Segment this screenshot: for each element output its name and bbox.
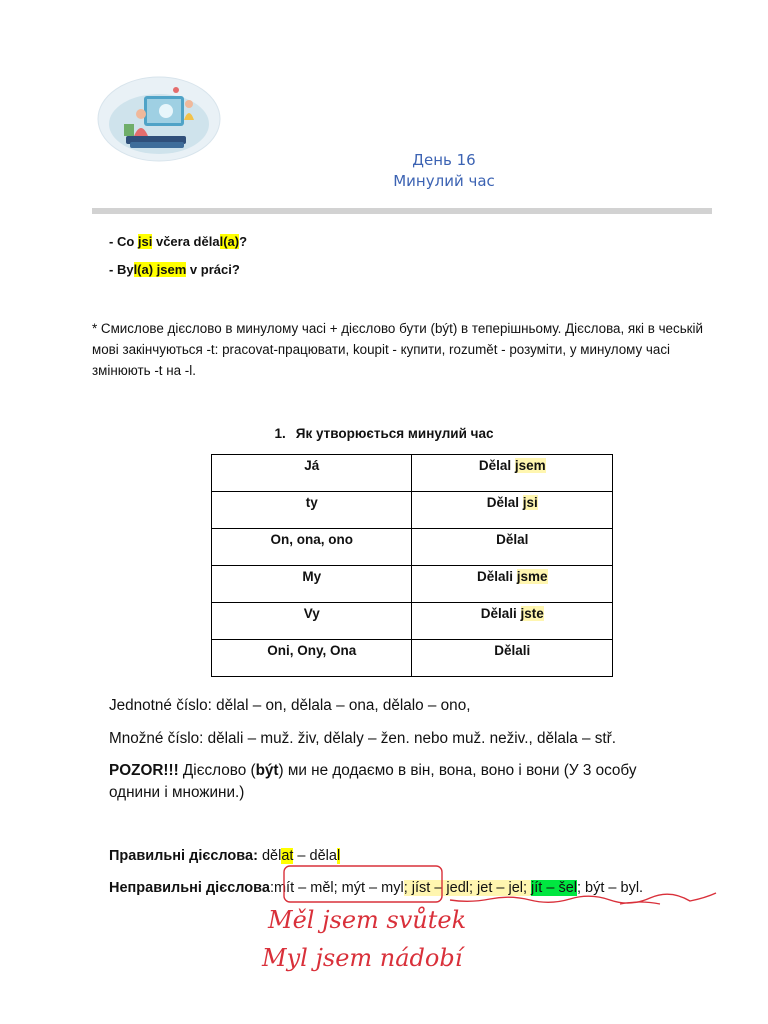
auxiliary-verb: jste bbox=[520, 606, 544, 621]
pronoun-cell: On, ona, ono bbox=[212, 529, 412, 566]
highlight: l(a) jsem bbox=[133, 262, 187, 277]
table-row bbox=[212, 492, 613, 529]
handwritten-note-1: Měl jsem svůtek bbox=[268, 906, 467, 934]
pronoun-cell: My bbox=[212, 566, 412, 603]
table-row bbox=[212, 455, 613, 492]
highlight: l bbox=[336, 848, 341, 864]
auxiliary-verb: jsem bbox=[514, 458, 546, 473]
verb-cell: Dělal bbox=[412, 529, 613, 566]
verb-cell: Dělal jsi bbox=[412, 492, 613, 529]
highlight: at bbox=[281, 848, 294, 864]
highlight: jsi bbox=[137, 234, 153, 249]
verb-cell: Dělali jsme bbox=[412, 566, 613, 603]
question-1: - Co jsi včera dělal(a)? bbox=[109, 234, 248, 249]
divider bbox=[92, 208, 712, 214]
verb-cell: Dělali jste bbox=[412, 603, 613, 640]
table-row bbox=[212, 566, 613, 603]
pronoun-cell: ty bbox=[212, 492, 412, 529]
auxiliary-verb: jsme bbox=[516, 569, 548, 584]
page-title: День 16 bbox=[412, 151, 476, 169]
table-row bbox=[212, 640, 613, 677]
handwritten-note-2: Myl jsem nádobí bbox=[262, 944, 463, 972]
pronoun-cell: Já bbox=[212, 455, 412, 492]
table-row bbox=[212, 529, 613, 566]
grammar-note: * Смислове дієслово в минулому часі + дієслово бути (být) в теперішньому. Дієслова, які в чеській мові закінчуються -t: pracovat-працювати, koupit - купити, rozumět - розуміти, у минулому часі змінюють -t на -l. bbox=[92, 321, 703, 378]
page-subtitle: Минулий час bbox=[393, 172, 495, 190]
section-heading: 1. Як утворюється минулий час bbox=[274, 426, 494, 441]
irregular-verbs-line: Неправильні дієслова:mít – měl; mýt – myl; jíst – jedl; jet – jel; jít – šel; být – byl. bbox=[109, 880, 644, 896]
verb-cell: Dělal jsem bbox=[412, 455, 613, 492]
verb-cell: Dělali bbox=[412, 640, 613, 677]
table-row bbox=[212, 603, 613, 640]
pozor-note: POZOR!!! Дієслово (být) ми не додаємо в він, вона, воно і вони (У 3 особу однини і множини.) bbox=[109, 762, 637, 801]
question-2: - Byl(a) jsem v práci? bbox=[109, 262, 240, 277]
pozor-label: POZOR!!! bbox=[109, 762, 179, 779]
highlight: jít – šel bbox=[531, 880, 577, 896]
plural-line: Množné číslo: dělali – muž. živ, dělaly – žen. nebo muž. neživ., dělala – stř. bbox=[109, 730, 617, 747]
pronoun-cell: Vy bbox=[212, 603, 412, 640]
singular-line: Jednotné číslo: dělal – on, dělala – ona, dělalo – ono, bbox=[109, 697, 471, 714]
auxiliary-verb: jsi bbox=[522, 495, 538, 510]
regular-label: Правильні дієслова: bbox=[109, 848, 258, 864]
irregular-label: Неправильні дієслова bbox=[109, 880, 270, 896]
highlight: l(a) bbox=[219, 234, 240, 249]
regular-verbs-line: Правильні дієслова: dělat – dělal bbox=[109, 848, 341, 864]
pronoun-cell: Oni, Ony, Ona bbox=[212, 640, 412, 677]
conjugation-table bbox=[211, 454, 613, 677]
